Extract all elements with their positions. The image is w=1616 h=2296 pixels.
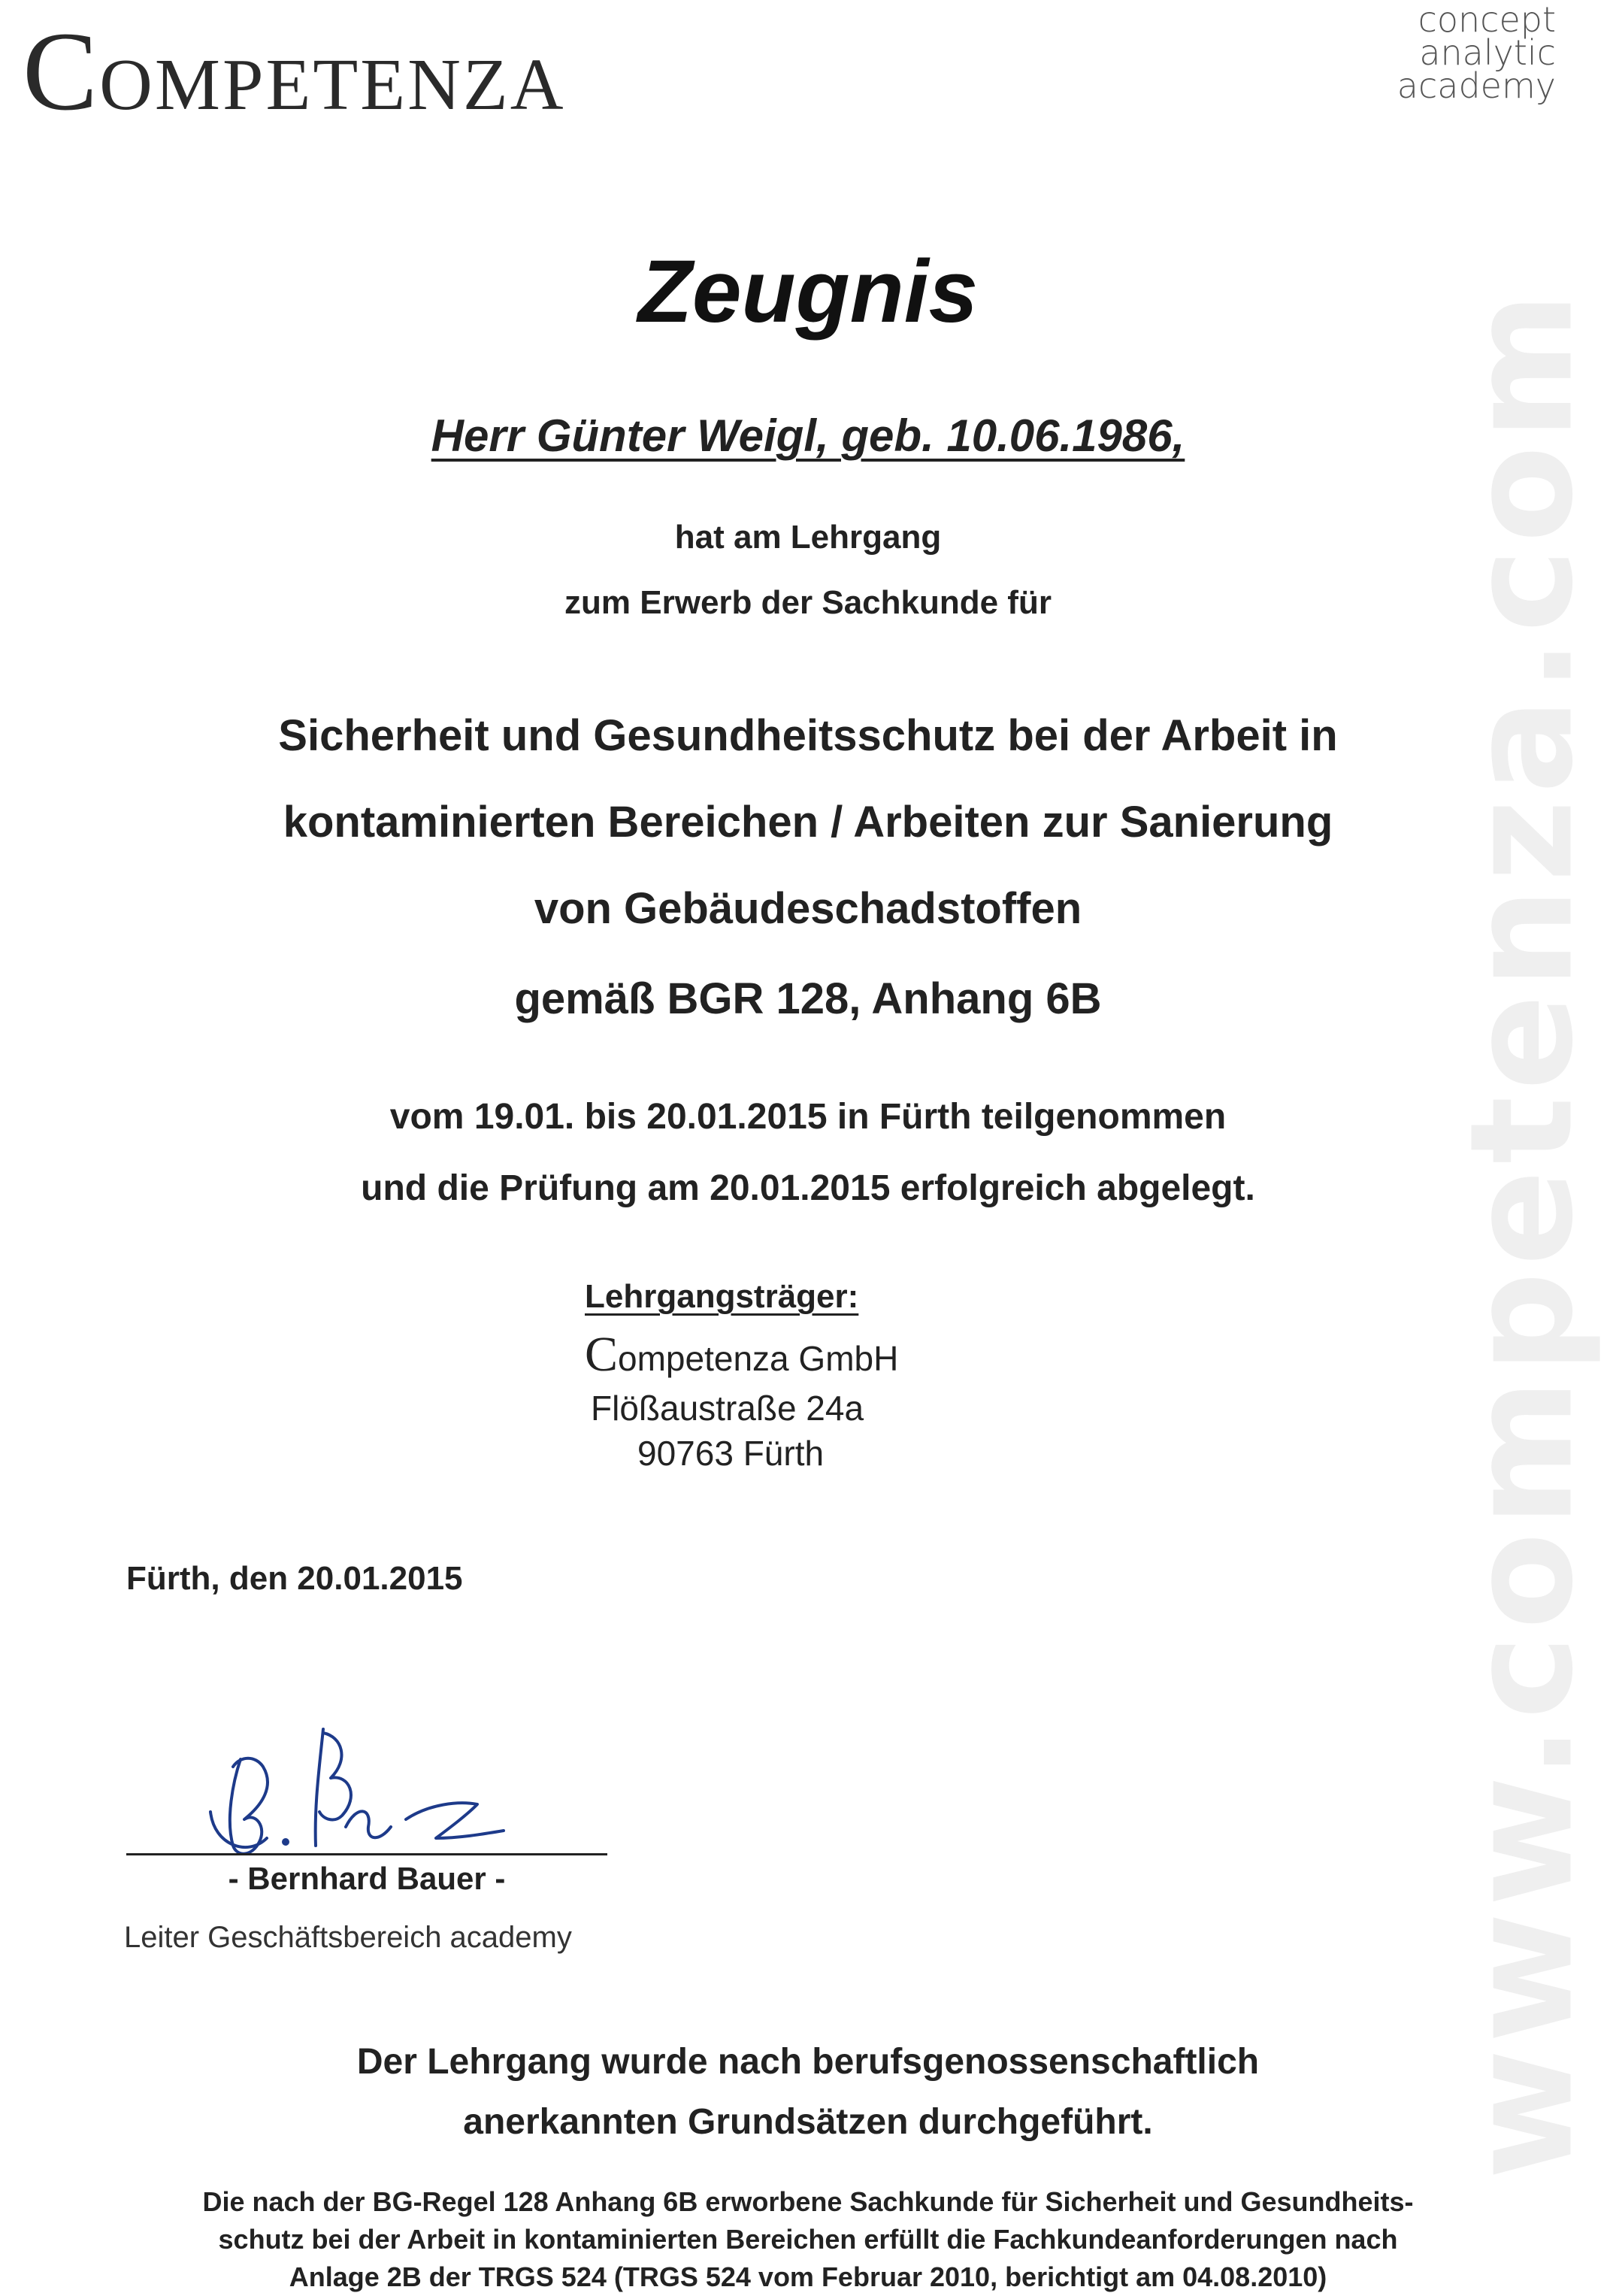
signer-name: - Bernhard Bauer - [228,1861,506,1896]
signature-line [126,1853,607,1855]
closing-statement-line: Der Lehrgang wurde nach berufsgenossenschaftlich [356,2042,1260,2082]
course-title-line: Sicherheit und Gesundheitsschutz bei der Arbeit in [278,711,1338,760]
tagline-line: academy [1397,65,1556,106]
course-provider [585,1278,898,1474]
tagline [1360,0,1556,106]
tagline-line: analytic [1419,32,1556,73]
provider-name: Competenza GmbH [585,1327,899,1382]
recipient-line [0,410,1616,462]
participation-line: vom 19.01. bis 20.01.2015 in Fürth teilgenommen [389,1097,1227,1137]
competenza-logo: COMPETENZA [23,9,566,134]
tagline-line: concept [1418,0,1556,40]
intro-line: zum Erwerb der Sachkunde für [564,584,1052,621]
footer-note-line: Die nach der BG-Regel 128 Anhang 6B erworbene Sachkunde für Sicherheit und Gesundheits- [202,2186,1414,2217]
provider-city: 90763 Fürth [637,1434,825,1473]
footer-note-line: schutz bei der Arbeit in kontaminierten Bereichen erfüllt die Fachkundeanforderungen nach [218,2224,1398,2255]
footer-note-line: Anlage 2B der TRGS 524 (TRGS 524 vom Februar 2010, berichtigt am 04.08.2010) [289,2261,1327,2292]
course-title-line: kontaminierten Bereichen / Arbeiten zur Sanierung [283,798,1333,847]
exam-line: und die Prüfung am 20.01.2015 erfolgreich abgelegt. [361,1168,1255,1208]
recipient-name: Herr Günter Weigl, geb. 10.06.1986, [431,410,1185,461]
course-regulation-line: gemäß BGR 128, Anhang 6B [514,974,1102,1023]
closing-statement-line: anerkannten Grundsätzen durchgeführt. [463,2102,1153,2142]
handwritten-signature [180,1714,541,1864]
provider-label: Lehrgangsträger: [585,1278,859,1315]
place-and-date: Fürth, den 20.01.2015 [126,1560,463,1597]
intro-line: hat am Lehrgang [674,519,942,556]
certificate-title: Zeugnis [637,242,979,341]
website-watermark: www.competenza.com [1439,286,1605,2180]
signer-role: Leiter Geschäftsbereich academy [124,1921,572,1954]
course-title-line: von Gebäudeschadstoffen [534,884,1082,933]
provider-street: Flößaustraße 24a [591,1389,864,1428]
